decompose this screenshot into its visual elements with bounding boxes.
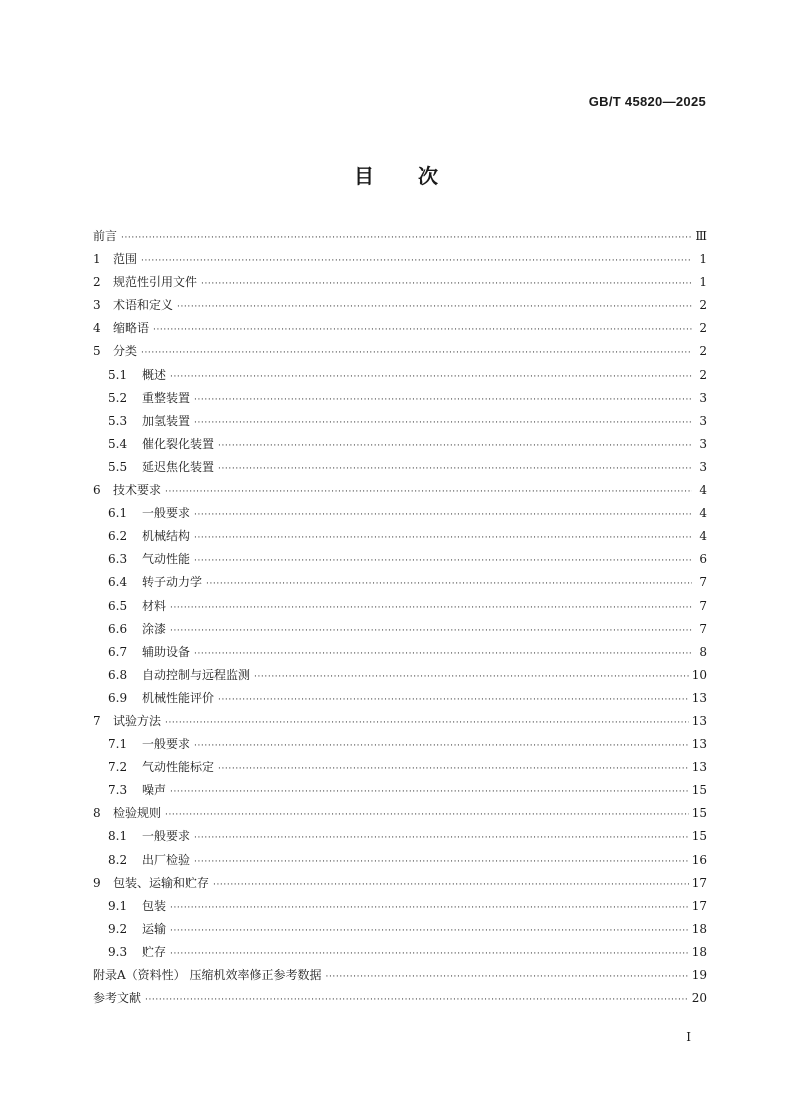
toc-entry-page: 3 xyxy=(699,413,707,428)
toc-entry-page: 13 xyxy=(691,737,707,752)
toc-entry-label: 术语和定义 xyxy=(113,298,174,313)
toc-entry[interactable] xyxy=(93,687,707,710)
toc-entry-label: 一般要求 xyxy=(142,829,191,844)
toc-entry-label: 附录A（资料性） 压缩机效率修正参考数据 xyxy=(93,968,322,982)
toc-entry[interactable] xyxy=(93,317,707,340)
toc-entry-page: 1 xyxy=(699,252,707,267)
toc-entry-label: 前言 xyxy=(93,229,118,243)
toc-entry-label: 包装、运输和贮存 xyxy=(113,875,210,890)
toc-entry-label: 机械结构 xyxy=(142,529,191,544)
toc-entry-number: 7.1 xyxy=(108,737,128,752)
toc-entry[interactable] xyxy=(93,387,707,410)
table-of-contents xyxy=(93,225,707,1010)
toc-entry-page: 18 xyxy=(691,944,707,959)
toc-entry-label: 机械性能评价 xyxy=(142,690,215,705)
toc-entry-number: 9 xyxy=(93,875,101,890)
toc-entry-number: 8 xyxy=(93,806,101,821)
toc-entry-number: 6.7 xyxy=(108,644,128,659)
toc-entry[interactable] xyxy=(93,779,707,802)
toc-entry-number: 6.1 xyxy=(108,506,128,521)
toc-entry-number: 6.9 xyxy=(108,690,128,705)
toc-leader-dots xyxy=(170,620,692,643)
toc-entry-page: 8 xyxy=(699,644,707,659)
toc-entry-label: 出厂检验 xyxy=(142,852,191,867)
toc-entry-label: 分类 xyxy=(113,344,138,359)
toc-entry-number: 9.1 xyxy=(108,898,128,913)
toc-entry-page: 10 xyxy=(691,667,707,682)
toc-entry-number: 1 xyxy=(93,252,101,267)
toc-entry-number: 7.2 xyxy=(108,760,128,775)
toc-entry-page: 3 xyxy=(699,390,707,405)
toc-leader-dots xyxy=(153,319,692,342)
toc-entry-number: 9.3 xyxy=(108,944,128,959)
toc-entry[interactable] xyxy=(93,340,707,363)
toc-entry[interactable] xyxy=(93,964,707,987)
toc-leader-dots xyxy=(170,597,692,620)
toc-entry-page: 15 xyxy=(691,829,707,844)
toc-leader-dots xyxy=(170,781,689,804)
toc-entry[interactable] xyxy=(93,571,707,594)
toc-entry-label: 气动性能标定 xyxy=(142,760,215,775)
toc-entry-number: 5.1 xyxy=(108,367,128,382)
toc-entry[interactable] xyxy=(93,502,707,525)
toc-entry-page: 2 xyxy=(699,298,707,313)
toc-entry[interactable] xyxy=(93,756,707,779)
toc-entry[interactable] xyxy=(93,849,707,872)
toc-entry[interactable] xyxy=(93,987,707,1010)
toc-entry[interactable] xyxy=(93,710,707,733)
toc-entry-page: 20 xyxy=(691,991,707,1006)
toc-entry[interactable] xyxy=(93,248,707,271)
toc-entry-label: 检验规则 xyxy=(113,806,162,821)
standard-code: GB/T 45820—2025 xyxy=(588,94,706,109)
toc-leader-dots xyxy=(218,458,692,481)
toc-entry-number: 2 xyxy=(93,275,101,290)
toc-entry-label: 一般要求 xyxy=(142,737,191,752)
toc-entry-page: 15 xyxy=(691,783,707,798)
toc-entry-page: 2 xyxy=(699,344,707,359)
toc-leader-dots xyxy=(141,250,692,273)
toc-leader-dots xyxy=(165,712,689,735)
toc-entry-page: 18 xyxy=(691,921,707,936)
toc-entry-number: 3 xyxy=(93,298,101,313)
toc-entry-label: 辅助设备 xyxy=(142,644,191,659)
toc-entry-page: 7 xyxy=(699,621,707,636)
toc-leader-dots xyxy=(194,851,689,874)
toc-entry[interactable] xyxy=(93,479,707,502)
toc-entry[interactable] xyxy=(93,294,707,317)
toc-entry[interactable] xyxy=(93,456,707,479)
toc-leader-dots xyxy=(194,504,692,527)
toc-leader-dots xyxy=(194,827,689,850)
toc-leader-dots xyxy=(194,643,692,666)
toc-entry-label: 气动性能 xyxy=(142,552,191,567)
toc-entry-label: 范围 xyxy=(113,252,138,267)
toc-entry-page: 17 xyxy=(691,875,707,890)
toc-title: 目次 xyxy=(354,164,482,188)
toc-entry-label: 重整装置 xyxy=(142,390,191,405)
toc-leader-dots xyxy=(218,689,689,712)
toc-leader-dots xyxy=(170,897,689,920)
toc-entry-label: 加氢装置 xyxy=(142,413,191,428)
toc-entry-label: 转子动力学 xyxy=(142,575,203,590)
toc-entry-page: 4 xyxy=(699,506,707,521)
toc-entry-label: 缩略语 xyxy=(113,321,150,336)
toc-entry[interactable] xyxy=(93,595,707,618)
toc-entry-page: Ⅲ xyxy=(695,229,707,243)
toc-entry-label: 参考文献 xyxy=(93,991,142,1006)
toc-leader-dots xyxy=(121,227,692,250)
toc-entry-number: 7 xyxy=(93,713,101,728)
toc-entry-number: 8.1 xyxy=(108,829,128,844)
toc-leader-dots xyxy=(206,573,692,596)
toc-entry-page: 15 xyxy=(691,806,707,821)
toc-entry-page: 7 xyxy=(699,575,707,590)
toc-entry-number: 5.5 xyxy=(108,459,128,474)
toc-entry-number: 5.2 xyxy=(108,390,128,405)
toc-leader-dots xyxy=(194,527,692,550)
toc-leader-dots xyxy=(165,804,689,827)
toc-entry-number: 5.4 xyxy=(108,436,128,451)
toc-entry-number: 6.5 xyxy=(108,598,128,613)
toc-entry-label: 技术要求 xyxy=(113,483,162,498)
toc-entry[interactable] xyxy=(93,802,707,825)
toc-entry[interactable] xyxy=(93,410,707,433)
toc-entry-page: 7 xyxy=(699,598,707,613)
toc-leader-dots xyxy=(177,296,692,319)
toc-entry-page: 13 xyxy=(691,760,707,775)
toc-entry-page: 19 xyxy=(691,968,707,982)
toc-entry[interactable] xyxy=(93,941,707,964)
toc-entry-page: 6 xyxy=(699,552,707,567)
toc-entry-page: 2 xyxy=(699,321,707,336)
toc-entry-page: 2 xyxy=(699,367,707,382)
toc-entry[interactable] xyxy=(93,525,707,548)
toc-entry-label: 包装 xyxy=(142,898,167,913)
toc-entry-label: 一般要求 xyxy=(142,506,191,521)
toc-entry[interactable] xyxy=(93,364,707,387)
toc-leader-dots xyxy=(170,366,692,389)
toc-leader-dots xyxy=(194,389,692,412)
toc-entry-page: 3 xyxy=(699,459,707,474)
toc-entry-label: 涂漆 xyxy=(142,621,167,636)
toc-entry-number: 6.2 xyxy=(108,529,128,544)
toc-entry[interactable] xyxy=(93,618,707,641)
toc-leader-dots xyxy=(218,758,689,781)
page-number: I xyxy=(686,1030,691,1044)
toc-entry-page: 17 xyxy=(691,898,707,913)
toc-entry-page: 1 xyxy=(699,275,707,290)
toc-entry[interactable] xyxy=(93,548,707,571)
toc-entry[interactable] xyxy=(93,918,707,941)
toc-entry-label: 自动控制与远程监测 xyxy=(142,667,251,682)
toc-entry-label: 材料 xyxy=(142,598,167,613)
toc-leader-dots xyxy=(165,481,692,504)
toc-leader-dots xyxy=(213,874,689,897)
toc-leader-dots xyxy=(194,412,692,435)
toc-leader-dots xyxy=(194,735,689,758)
toc-entry-page: 3 xyxy=(699,436,707,451)
toc-entry-number: 6.8 xyxy=(108,667,128,682)
toc-entry[interactable] xyxy=(93,895,707,918)
toc-entry-label: 催化裂化装置 xyxy=(142,436,215,451)
toc-entry[interactable] xyxy=(93,433,707,456)
toc-entry[interactable] xyxy=(93,825,707,848)
toc-leader-dots xyxy=(254,666,689,689)
toc-leader-dots xyxy=(141,342,692,365)
toc-entry-number: 8.2 xyxy=(108,852,128,867)
toc-entry-number: 5.3 xyxy=(108,413,128,428)
toc-leader-dots xyxy=(201,273,692,296)
toc-entry-label: 贮存 xyxy=(142,944,167,959)
toc-entry-page: 4 xyxy=(699,529,707,544)
toc-entry[interactable] xyxy=(93,664,707,687)
toc-entry-number: 6.6 xyxy=(108,621,128,636)
toc-entry-label: 规范性引用文件 xyxy=(113,275,198,290)
toc-entry-page: 13 xyxy=(691,713,707,728)
toc-entry[interactable] xyxy=(93,225,707,248)
toc-entry[interactable] xyxy=(93,641,707,664)
toc-leader-dots xyxy=(325,966,688,989)
toc-entry-label: 延迟焦化装置 xyxy=(142,459,215,474)
toc-entry-number: 4 xyxy=(93,321,101,336)
toc-leader-dots xyxy=(170,943,689,966)
toc-entry-page: 4 xyxy=(699,483,707,498)
toc-entry[interactable] xyxy=(93,872,707,895)
toc-entry[interactable] xyxy=(93,733,707,756)
toc-leader-dots xyxy=(194,550,692,573)
toc-entry-page: 13 xyxy=(691,690,707,705)
toc-entry-label: 运输 xyxy=(142,921,167,936)
toc-entry-number: 6.3 xyxy=(108,552,128,567)
toc-entry-number: 7.3 xyxy=(108,783,128,798)
toc-leader-dots xyxy=(170,920,689,943)
toc-entry-number: 9.2 xyxy=(108,921,128,936)
toc-entry-label: 试验方法 xyxy=(113,713,162,728)
toc-entry-label: 噪声 xyxy=(142,783,167,798)
toc-entry-number: 5 xyxy=(93,344,101,359)
toc-entry-label: 概述 xyxy=(142,367,167,382)
toc-entry[interactable] xyxy=(93,271,707,294)
toc-entry-page: 16 xyxy=(691,852,707,867)
toc-entry-number: 6.4 xyxy=(108,575,128,590)
toc-leader-dots xyxy=(145,989,689,1012)
toc-entry-number: 6 xyxy=(93,483,101,498)
toc-leader-dots xyxy=(218,435,692,458)
